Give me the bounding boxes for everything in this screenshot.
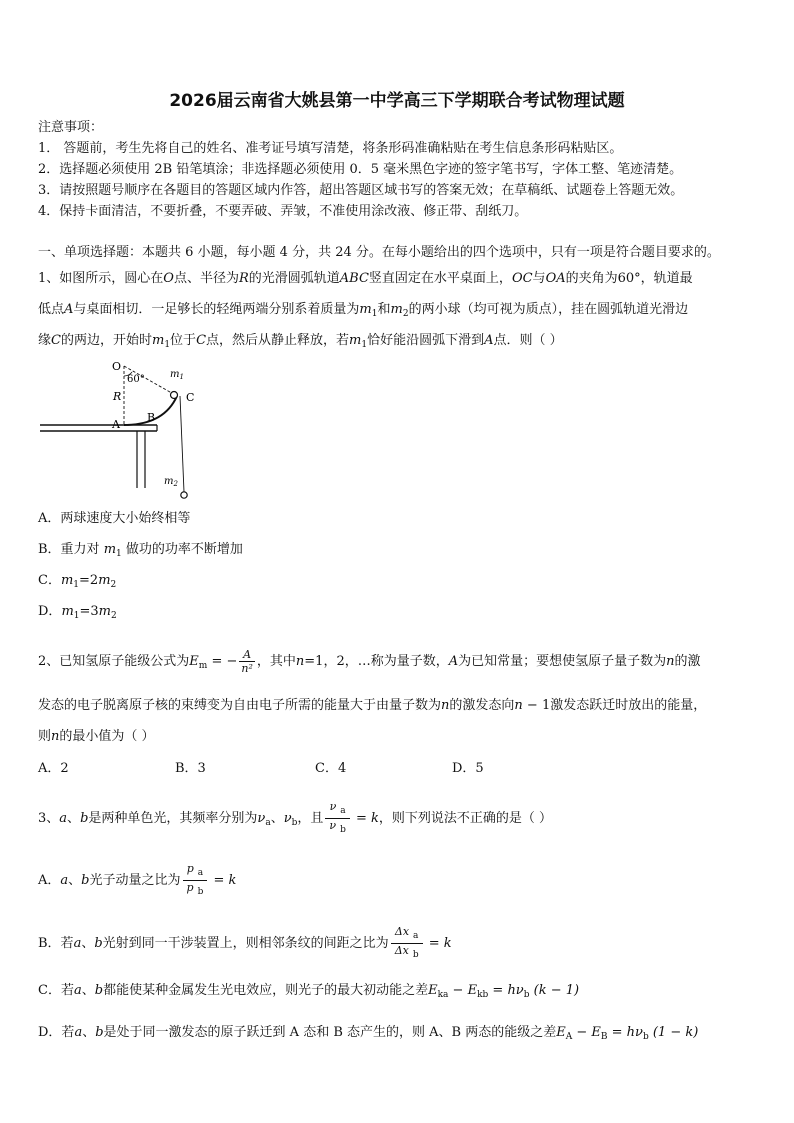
q1-option-c: C．$m_1=2m_2$: [38, 573, 117, 590]
q3-option-a: A．a、b光子动量之比为 $\frac{p _a}{p _b}$ = k: [38, 862, 237, 897]
q2-option-a: A．2: [38, 761, 69, 776]
q2-option-d: D．5: [452, 761, 484, 776]
q1-option-d: D．$m_1=3m_2$: [38, 604, 117, 621]
q3-option-b: B．若a、b光射到同一干涉装置上，则相邻条纹的间距之比为 $\frac{\Delta x _a}{\Delta x _b}$ = k: [38, 925, 452, 960]
q2-line-2: 发态的电子脱离原子核的束缚变为自由电子所需的能量大于由量子数为n的激发态向n − 1激发态跃迁时放出的能量，: [38, 698, 707, 713]
q3-option-c: C．若a、b都能使某种金属发生光电效应，则光子的最大初动能之差$E_{ka} - E_{kb} = h\nu_b$ (k − 1): [38, 983, 580, 1000]
section-heading: 一、单项选择题：本题共 6 小题，每小题 4 分，共 24 分。在每小题给出的四个选项中，只有一项是符合题目要求的。: [38, 245, 720, 260]
q3a-fraction: $\frac{p _a}{p _b}$: [183, 862, 208, 899]
q1-option-b: B．重力对 $m_1$ 做功的功率不断增加: [38, 542, 243, 559]
label-m1: $m_1$: [170, 369, 184, 381]
label-o: O: [112, 360, 122, 373]
q2-fraction: $\frac{A}{\text{n²}}$: [241, 648, 253, 675]
page-title: 2026届云南省大姚县第一中学高三下学期联合考试物理试题: [169, 91, 625, 111]
q3-stem: 3、a、b是两种单色光，其频率分别为$\nu_a$、$\nu_b$，且 $\frac{\nu _a}{\nu _b}$ = k，则下列说法不正确的是（ ）: [38, 800, 553, 835]
q3-ratio-fraction: $\frac{\nu _a}{\nu _b}$: [325, 800, 349, 837]
q1-line-3: 缘C的两边，开始时$m_1$位于C点，然后从静止释放，若$m_1$恰好能沿圆弧下滑到A点．则（ ）: [38, 333, 563, 350]
label-c: C: [186, 391, 195, 404]
q2-line-3: 则n的最小值为（ ）: [38, 729, 155, 744]
notice-item-1: 1． 答题前，考生先将自己的姓名、准考证号填写清楚，将条形码准确粘贴在考生信息条形码粘贴区。: [38, 141, 623, 156]
label-a: A: [112, 418, 120, 431]
label-angle: 60°: [127, 374, 145, 385]
rope: [180, 396, 184, 492]
q3-option-d: D．若a、b是处于同一激发态的原子跃迁到 A 态和 B 态产生的，则 A、B 两态的能级之差$E_A - E_B = h\nu_b$ (1 − k): [38, 1025, 699, 1042]
ball-m1: [171, 392, 178, 399]
notice-item-3: 3．请按照题号顺序在各题目的答题区域内作答，超出答题区域书写的答案无效；在草稿纸、试题卷上答题无效。: [38, 183, 684, 198]
label-r: R: [113, 390, 122, 403]
q1-line-2: 低点A与桌面相切．一足够长的轻绳两端分别系着质量为$m_1$和$m_2$的两小球（均可视为质点），挂在圆弧轨道光滑边: [38, 302, 689, 319]
ball-m2: [181, 492, 187, 498]
notice-item-4: 4．保持卡面清洁，不要折叠，不要弄破、弄皱，不准使用涂改液、修正带、刮纸刀。: [38, 204, 528, 219]
q2-option-b: B．3: [175, 761, 206, 776]
notice-item-2: 2．选择题必须使用 2B 铅笔填涂；非选择题必须使用 0．5 毫米黑色字迹的签字笔书写，字体工整、笔迹清楚。: [38, 162, 683, 177]
q3b-fraction: $\frac{\Delta x _a}{\Delta x _b}$: [391, 925, 423, 962]
label-b: B: [147, 411, 156, 424]
q1-line-1: 1、如图所示，圆心在O点、半径为R的光滑圆弧轨道ABC竖直固定在水平桌面上，OC与OA的夹角为60°，轨道最: [38, 271, 693, 286]
q2-option-c: C．4: [315, 761, 347, 776]
q2-line-1: 2、已知氢原子能级公式为$E_m$ = − $\frac{A}{\text{n²}}$ ，其中n=1，2，…称为量子数，A为已知常量；要想使氢原子量子数为n的激: [38, 648, 701, 675]
notice-heading: 注意事项：: [38, 120, 104, 135]
label-m2: $m_2$: [164, 476, 178, 488]
q1-option-a: A．两球速度大小始终相等: [38, 511, 191, 526]
q2-options: [38, 760, 738, 778]
q1-figure: [36, 356, 206, 504]
